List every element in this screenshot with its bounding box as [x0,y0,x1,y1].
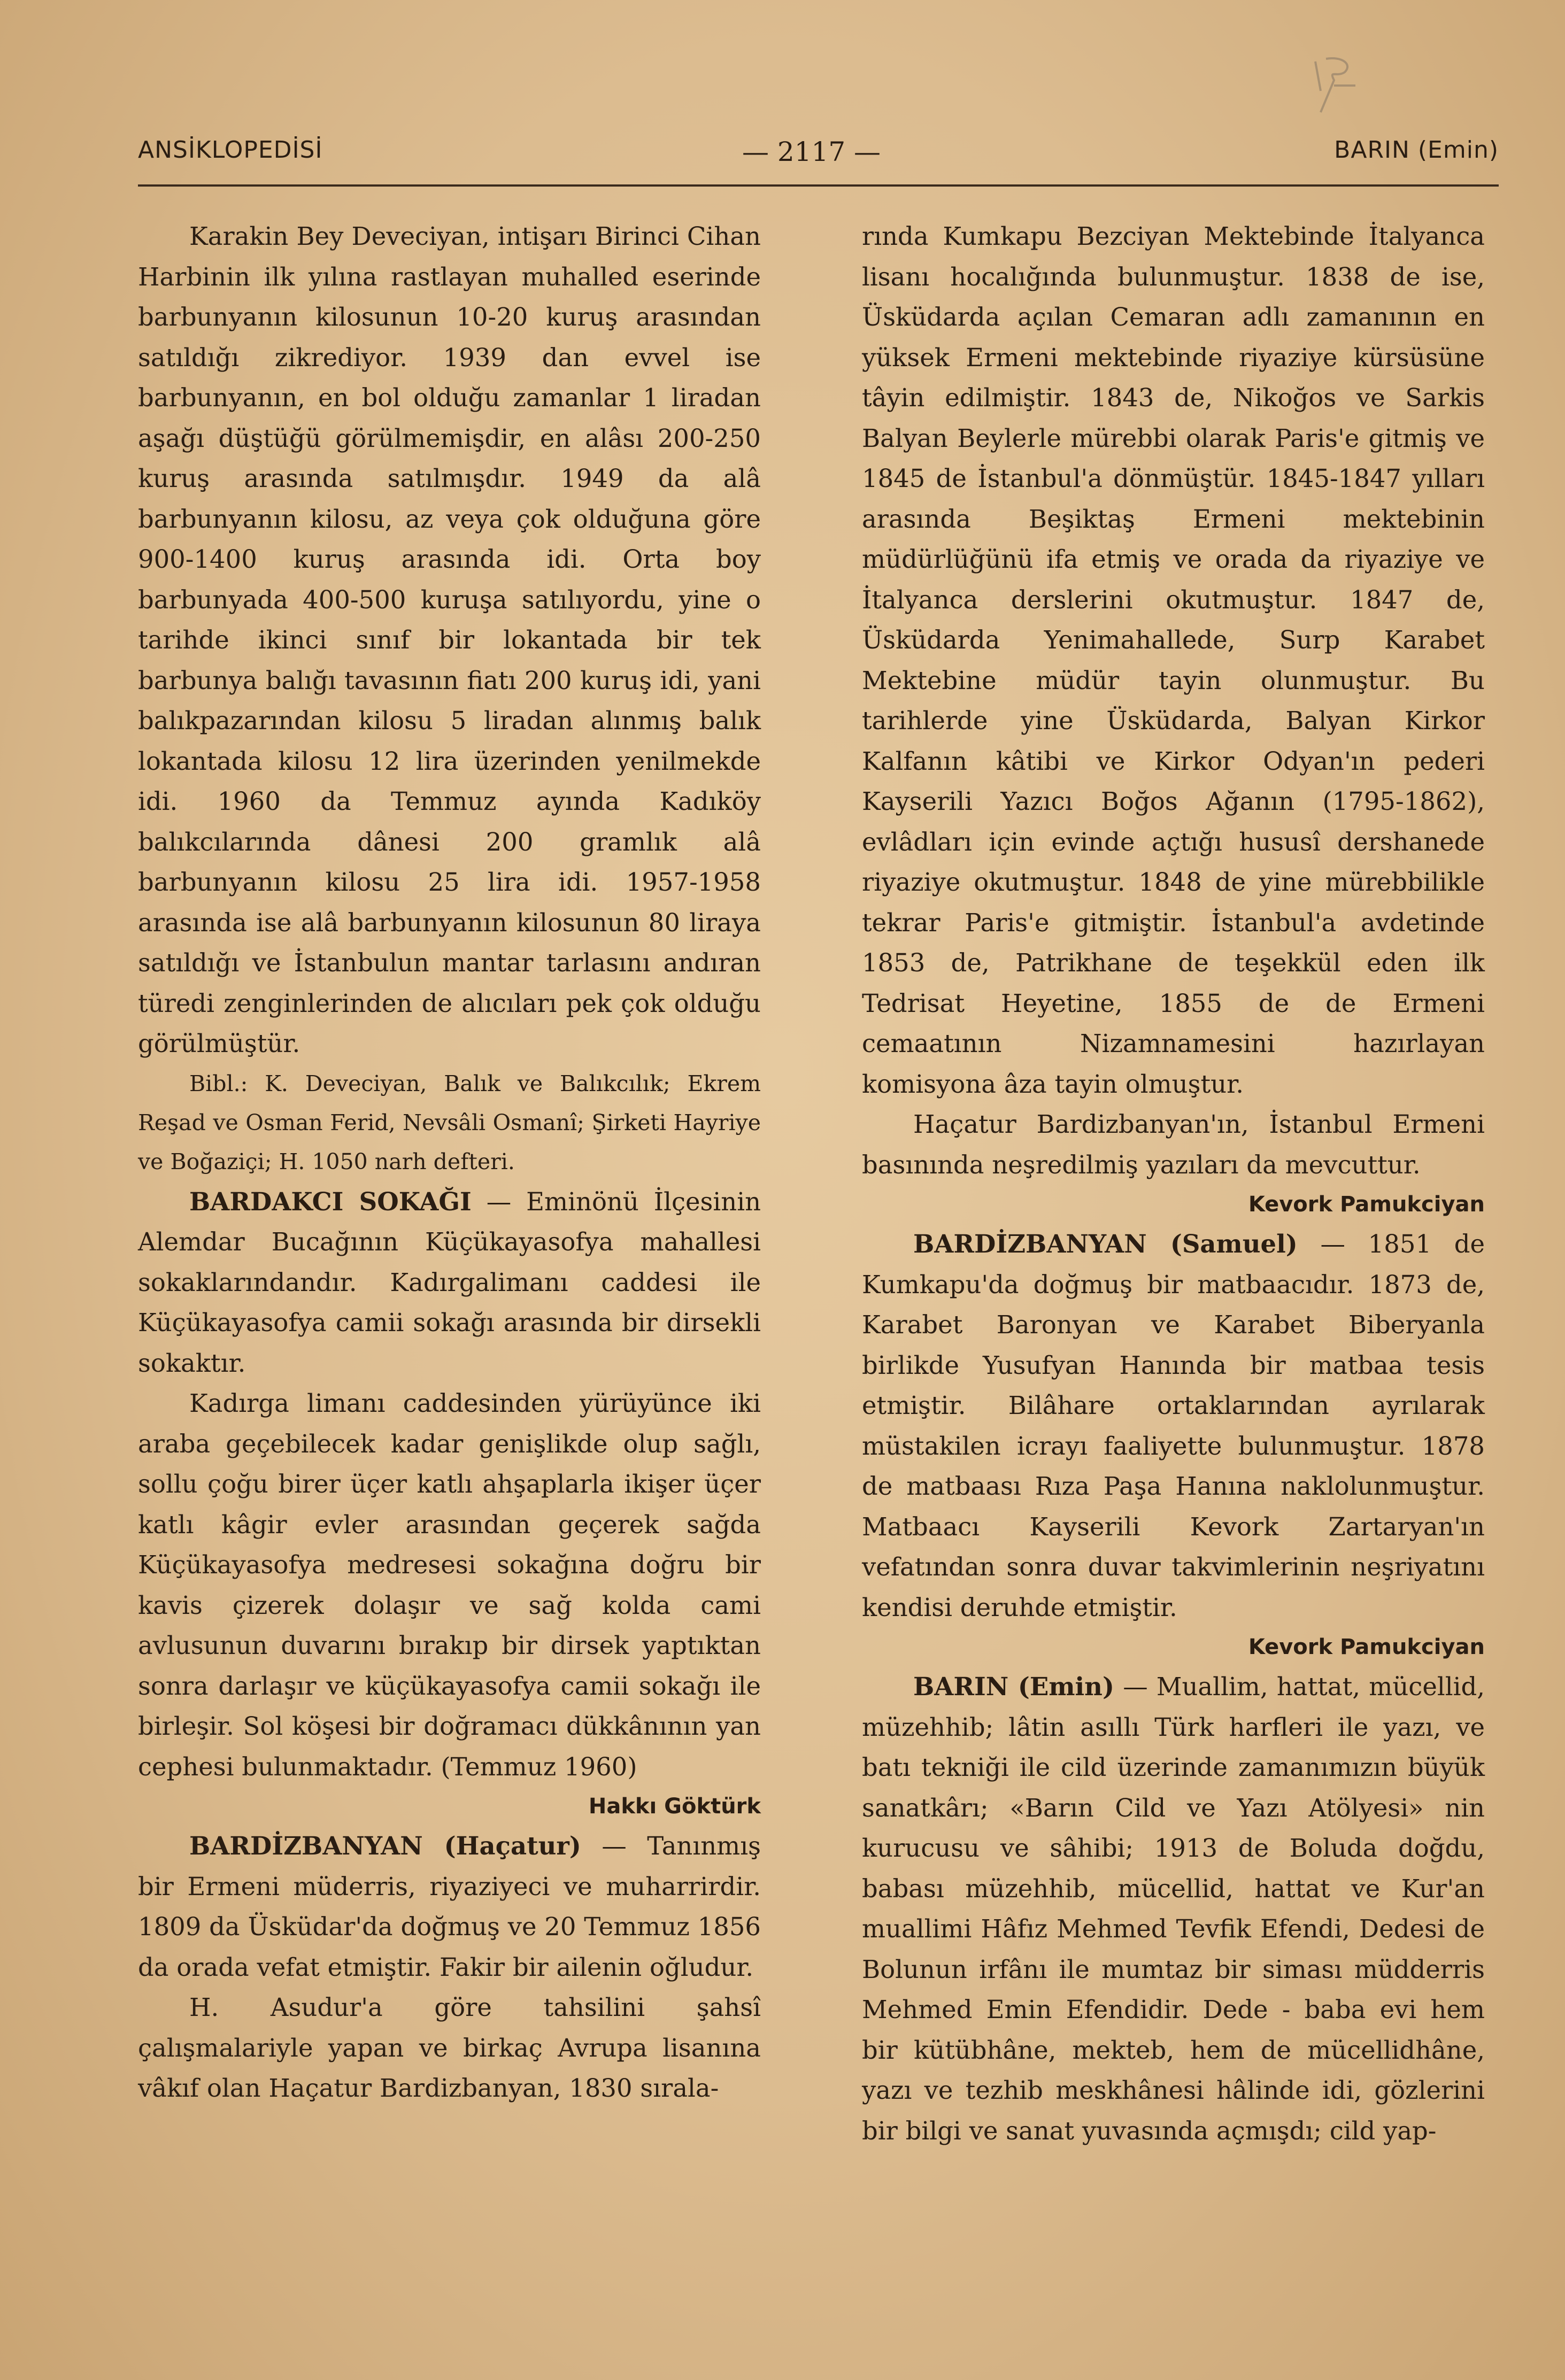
paragraph: H. Asudur'a göre tahsilini şahsî çalışmalariyle yapan ve birkaç Avrupa lisanına vâkıf olan Haçatur Bardizbanyan, 1830 sırala- [138,1993,761,2103]
paragraph: Karakin Bey Deveciyan, intişarı Birinci Cihan Harbinin ilk yılına rastlayan muhalled eserinde barbunyanın kilosunun 10-20 kuruş arasından satıldığı zikrediyor. 1939 dan evvel ise barbunyanın, en bol olduğu zamanlar 1 liradan aşağı düştüğü görülmemişdir, en alâsı 200-250 kuruş arasında satılmışdır. 1949 da alâ barbunyanın kilosu, az veya çok olduğuna göre 900-1400 kuruş arasında idi. Orta boy barbunyada 400-500 kuruşa satılıyordu, yine o tarihde ikinci sınıf bir lokantada bir tek barbunya balığı tavasının fiatı 200 kuruş idi, yani balıkpazarından kilosu 5 liradan alınmış balık lokantada kilosu 12 lira üzerinden yenilmekde idi. 1960 da Temmuz ayında Kadıköy balıkcılarında dânesi 200 gramlık alâ barbunyanın kilosu 25 lira idi. 1957-1958 arasında ise alâ barbunyanın kilosunun 80 liraya satıldığı ve İstanbulun mantar tarlasını andıran türedi zenginlerinden de alıcıları pek çok olduğu görülmüştür. [138,222,761,1058]
page-number: — 2117 — [742,136,881,167]
entry-bardakci-sokagi [138,1181,761,1384]
paragraph: Haçatur Bardizbanyan'ın, İstanbul Ermeni basınında neşredilmiş yazıları da mevcuttur. [862,1110,1485,1179]
author-signature: Hakkı Göktürk [588,1794,761,1819]
author-signature: Kevork Pamukciyan [1248,1192,1485,1217]
author-signature: Kevork Pamukciyan [1248,1635,1485,1659]
paragraph: Kadırga limanı caddesinden yürüyünce iki araba geçebilecek kadar genişlikde olup sağlı, sollu çoğu birer üçer katlı ahşaplarla ikişer üçer katlı kâgir evler arasından geçerek sağda Küçükayasofya medresesi sokağına doğru bir kavis çizerek dolaşır ve sağ kolda cami avlusunun duvarını bırakıp bir dirsek yaptıktan sonra darlaşır ve küçükayasofya camii sokağı ile birleşir. Sol köşesi bir doğramacı dükkânının yan cephesi bulunmaktadır. (Temmuz 1960) [138,1389,761,1781]
entry-headword: BARDİZBANYAN (Samuel) [913,1229,1298,1258]
bibliography: Bibl.: K. Deveciyan, Balık ve Balıkcılık; Ekrem Reşad ve Osman Ferid, Nevsâli Osmanî; Şirketi Hayriye ve Boğaziçi; H. 1050 narh defteri. [138,1070,761,1174]
entry-text: — 1851 de Kumkapu'da doğmuş bir matbaacıdır. 1873 de, Karabet Baronyan ve Karabet Biberyanla birlikde Yusufyan Hanında bir matbaa tesis etmiştir. Bilâhare ortaklarından ayrılarak müstakilen icrayı faaliyette bulunmuştur. 1878 de matbaası Rıza Paşa Hanına naklolunmuştur. Matbaacı Kayserili Kevork Zartaryan'ın vefatından sonra duvar takvimlerinin neşriyatını kendisi deruhde etmiştir. [862,1230,1485,1622]
entry-headword: BARDİZBANYAN (Haçatur) [189,1831,581,1860]
header-right: BARIN (Emin) [1334,136,1499,164]
left-column [138,217,761,2109]
entry-bardizbanyan-hacatur [138,1826,761,1988]
header-left: ANSİKLOPEDİSİ [138,136,323,164]
header-rule [138,184,1499,187]
entry-text: — Eminönü İlçesinin Alemdar Bucağının Küçükayasofya mahallesi sokaklarındandır. Kadırgalimanı caddesi ile Küçükayasofya camii sokağı arasında bir dirsekli sokaktır. [138,1187,761,1378]
right-column [862,217,1485,2151]
running-header [138,136,1499,179]
entry-text: — Tanınmış bir Ermeni müderris, riyaziyeci ve muharrirdir. 1809 da Üsküdar'da doğmuş ve 20 Temmuz 1856 da orada vefat etmiştir. Fakir bir ailenin oğludur. [138,1832,761,1982]
paragraph: rında Kumkapu Bezciyan Mektebinde İtalyanca lisanı hocalığında bulunmuştur. 1838 de ise, Üsküdarda açılan Cemaran adlı zamanının en yüksek Ermeni mektebinde riyaziye kürsüsüne tâyin edilmiştir. 1843 de, Nikoğos ve Sarkis Balyan Beylerle mürebbi olarak Paris'e gitmiş ve 1845 de İstanbul'a dönmüştür. 1845-1847 yılları arasında Beşiktaş Ermeni mektebinin müdürlüğünü ifa etmiş ve orada da riyaziye ve İtalyanca derslerini okutmuştur. 1847 de, Üsküdarda Yenimahallede, Surp Karabet Mektebine müdür tayin olunmuştur. Bu tarihlerde yine Üsküdarda, Balyan Kirkor Kalfanın kâtibi ve Kirkor Odyan'ın pederi Kayserili Yazıcı Boğos Ağanın (1795-1862), evlâdları için evinde açtığı hususî dershanede riyaziye okutmuştur. 1848 de yine mürebbilikle tekrar Paris'e gitmiştir. İstanbul'a avdetinde 1853 de, Patrikhane de teşekkül eden ilk Tedrisat Heyetine, 1855 de de Ermeni cemaatının Nizamnamesini hazırlayan komisyona âza tayin olmuştur. [862,222,1485,1099]
entry-headword: BARIN (Emin) [913,1672,1114,1701]
pencil-mark-icon [1305,53,1363,118]
entry-barin-emin [862,1666,1485,2151]
entry-text: — Muallim, hattat, mücellid, müzehhib; lâtin asıllı Türk harfleri ile yazı, ve batı tekniği ile cild üzerinde zamanımızın büyük sanatkârı; «Barın Cild ve Yazı Atölyesi» nin kurucusu ve sâhibi; 1913 de Boluda doğdu, babası müzehhib, mücellid, hattat ve Kur'an muallimi Hâfız Mehmed Tevfik Efendi, Dedesi de Bolunun irfânı ile mumtaz bir siması müdderris Mehmed Emin Efendidir. Dede - baba evi hem bir kütübhâne, mekteb, hem de mücellidhâne, yazı ve tezhib meskhânesi hâlinde idi, gözlerini bir bilgi ve sanat yuvasında açmışdı; cild yap- [862,1672,1485,2145]
entry-headword: BARDAKCI SOKAĞI [189,1186,472,1216]
entry-bardizbanyan-samuel [862,1224,1485,1628]
